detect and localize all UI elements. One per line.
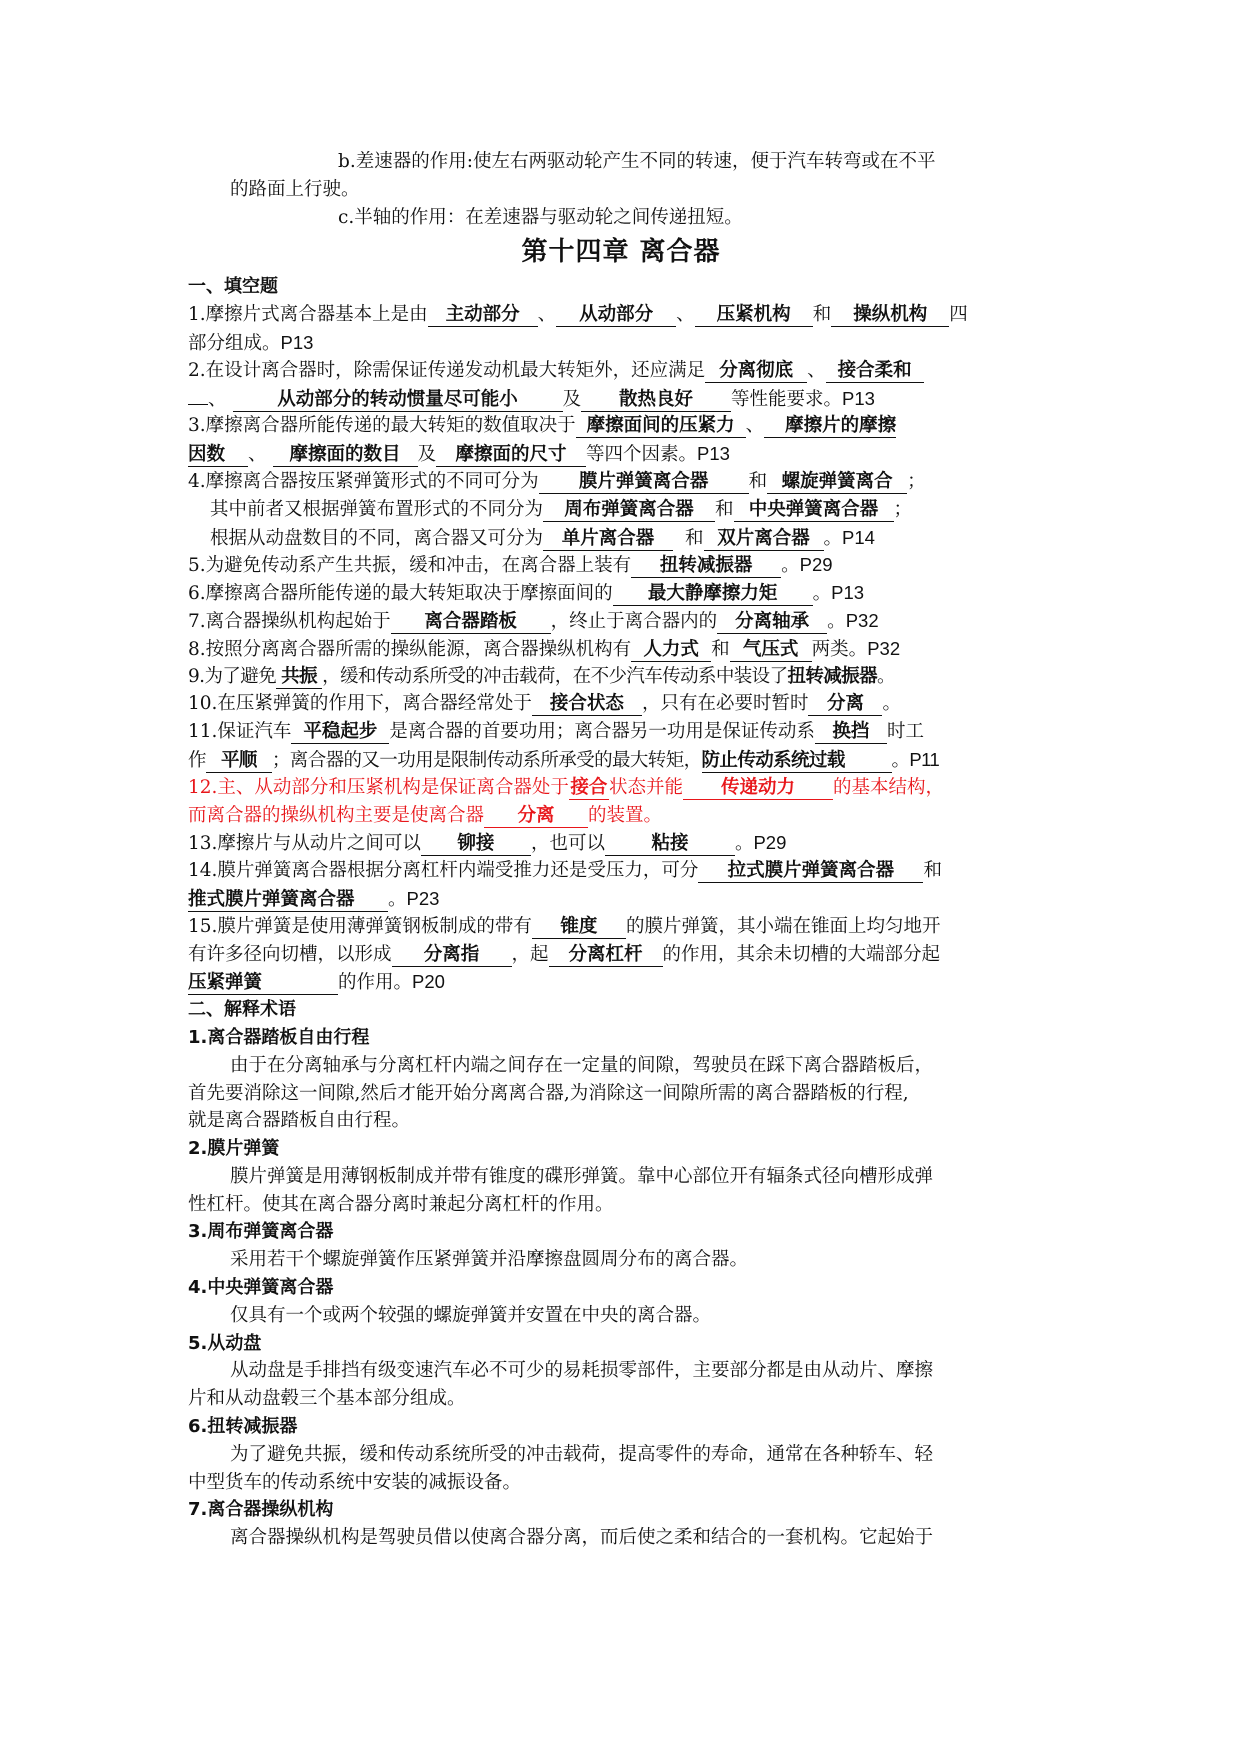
page-ref: P29: [753, 832, 787, 854]
text: 及: [562, 388, 582, 410]
text: b.差速器的作用:使左右两驱动轮产生不同的转速，便于汽车转弯或在不平: [338, 151, 936, 172]
answer-blank: 因数: [188, 444, 248, 467]
answer-blank: [188, 404, 208, 405]
answer-blank: 压紧弹簧: [188, 972, 338, 995]
page-ref: P32: [845, 609, 879, 631]
question-4: [188, 468, 1054, 496]
term-definition-line: 就是离合器踏板自由行程。: [188, 1110, 411, 1132]
text: 9.为了避免: [188, 665, 277, 687]
text: 、: [537, 304, 557, 326]
page-ref: P13: [842, 387, 875, 409]
answer-blank: 防止传动系统过载: [702, 750, 892, 773]
answer-blank: 分离: [484, 805, 588, 828]
question-15: [188, 913, 1054, 941]
text: 两类。: [811, 638, 868, 660]
question-1-cont: [188, 329, 1054, 357]
answer-blank: 拉式膜片弹簧离合器: [698, 860, 923, 883]
text: 的基本结构，: [832, 776, 944, 798]
term-definition-line: 为了避免共振，缓和传动系统所受的冲击载荷，提高零件的寿命，通常在各种轿车、轻: [230, 1443, 934, 1465]
text: 和: [685, 527, 704, 549]
text: 15.膜片弹簧是使用薄弹簧钢板制成的带有: [188, 915, 532, 937]
text: 12.主、从动部分和压紧机构是保证离合器处于: [188, 776, 569, 798]
text: 、: [745, 415, 765, 437]
question-4-cont: [188, 496, 1054, 524]
text: ，也可以: [530, 833, 605, 855]
question-7: [188, 607, 1054, 635]
text: 2.在设计离合器时，除需保证传递发动机最大转矩外，还应满足: [188, 359, 706, 381]
question-11: [188, 718, 1054, 746]
text: ，缓和传动系所受的冲击载荷，在不少汽车传动系中装设了: [322, 665, 788, 687]
question-12-cont: [188, 802, 1054, 830]
question-5: [188, 551, 1054, 579]
page-ref: P13: [831, 582, 865, 604]
section-title: 一、填空题: [188, 276, 278, 298]
term-definition-line: 性杠杆。使其在离合器分离时兼起分离杠杆的作用。: [188, 1193, 614, 1215]
text: 的路面上行驶。: [230, 178, 360, 200]
page-ref: P23: [406, 887, 440, 909]
terms-list: [188, 1024, 1054, 1552]
question-3: [188, 412, 1054, 440]
section-title: 二、解释术语: [188, 999, 296, 1021]
paragraph: [188, 204, 1054, 232]
text: ，只有在必要时暂时: [641, 693, 809, 715]
term-definition-line: 膜片弹簧是用薄钢板制成并带有锥度的碟形弹簧。靠中心部位开有辐条式径向槽形成弹: [230, 1165, 934, 1187]
answer-blank: 分离: [808, 693, 882, 716]
page-ref: P20: [412, 971, 445, 993]
answer-blank: 分离杠杆: [549, 944, 663, 967]
text: c.半轴的作用：在差速器与驱动轮之间传递扭短。: [338, 206, 743, 228]
answer-blank: 分离彻底: [705, 360, 807, 383]
text: ，起: [511, 943, 549, 965]
text: 的作用，其余未切槽的大端部分起: [662, 943, 941, 965]
answer-blank: 双片离合器: [704, 528, 824, 551]
answer-blank: 分离指: [392, 944, 512, 967]
text: 。: [827, 610, 846, 632]
text: 。: [734, 833, 754, 855]
answer-blank: 分离轴承: [717, 611, 827, 634]
text: 状态并能: [608, 776, 683, 798]
answer-blank: 粘接: [605, 833, 735, 856]
answer-blank: 换挡: [815, 721, 887, 744]
term-title: 4.中央弹簧离合器: [188, 1277, 334, 1299]
term-title: 7.离合器操纵机构: [188, 1499, 334, 1521]
answer-blank: 膜片弹簧离合器: [539, 471, 749, 494]
text: ；离合器的又一功用是限制传动系所承受的最大转矩，: [271, 749, 702, 771]
question-11-cont: [188, 746, 1054, 774]
answer-blank: 摩擦面间的压紧力: [576, 415, 746, 438]
answer-blank: 传递动力: [683, 777, 833, 800]
question-4-cont2: [188, 524, 1054, 552]
text: 、: [676, 304, 695, 326]
question-1: [188, 301, 1054, 329]
text: 的膜片弹簧，其小端在锥面上均匀地开: [625, 915, 941, 937]
paragraph: [188, 176, 1054, 204]
text: 1.摩擦片式离合器基本上是由: [188, 304, 428, 326]
text: 是离合器的首要功用；离合器另一功用是保证传动系: [389, 721, 815, 743]
text: 时工: [886, 721, 924, 743]
question-15-cont2: [188, 968, 1054, 996]
text: 等性能要求。: [731, 388, 843, 410]
text: 等四个因素。: [586, 444, 698, 466]
text: 。: [781, 555, 800, 577]
answer-blank: 单片离合器: [543, 528, 673, 551]
text: 及: [417, 444, 437, 466]
answer-blank: 共振: [276, 666, 322, 689]
term-title: 1.离合器踏板自由行程: [188, 1026, 370, 1048]
term-title: 2.膜片弹簧: [188, 1138, 280, 1160]
question-13: [188, 829, 1054, 857]
answer-blank: 从动部分: [556, 304, 676, 327]
term-title: 3.周布弹簧离合器: [188, 1221, 334, 1243]
answer-blank: 气压式: [730, 639, 812, 662]
question-12: [188, 774, 1054, 802]
term-title: 6.扭转减振器: [188, 1416, 298, 1438]
text: 7.离合器操纵机构起始于: [188, 610, 391, 632]
text: 5.为避免传动系产生共振，缓和冲击，在离合器上装有: [188, 555, 632, 577]
text: 和: [711, 638, 730, 660]
answer-blank: 平顺: [206, 750, 272, 773]
text: 和: [923, 860, 942, 882]
text: 。: [891, 749, 910, 771]
text: 而离合器的操纵机构主要是使离合器: [188, 804, 485, 826]
answer-blank: 摩擦片的摩擦: [764, 415, 896, 438]
text: 作: [188, 749, 206, 771]
question-8: [188, 635, 1054, 663]
question-6: [188, 579, 1054, 607]
text: 部分组成。: [188, 332, 281, 354]
term-definition-line: 首先要消除这一间隙,然后才能开始分离离合器,为消除这一间隙所需的离合器踏板的行程,: [188, 1082, 909, 1104]
page-ref: P13: [280, 331, 314, 353]
answer-blank: 最大静摩擦力矩: [613, 583, 813, 606]
text: 的作用。: [338, 972, 413, 994]
text: 、: [807, 359, 826, 381]
page-ref: P13: [697, 443, 730, 465]
answer-text: 扭转减振器: [787, 665, 877, 687]
text: 、: [248, 444, 267, 466]
text: 和: [715, 498, 734, 520]
question-10: [188, 690, 1054, 718]
term-definition-line: 中型货车的传动系统中安装的减振设备。: [188, 1471, 522, 1493]
text: 四: [949, 304, 968, 326]
answer-blank: 摩擦面的尺寸: [436, 444, 586, 467]
page-ref: P11: [909, 748, 940, 770]
question-9: [188, 663, 1054, 691]
answer-blank: 离合器踏板: [391, 611, 551, 634]
document-page: [188, 148, 1054, 1552]
text: 。: [876, 665, 895, 687]
answer-blank: 周布弹簧离合器: [543, 499, 715, 522]
page-ref: P14: [842, 526, 875, 548]
text: ；: [893, 498, 913, 520]
text: 的装置。: [588, 804, 663, 826]
text: 6.摩擦离合器所能传递的最大转矩取决于摩擦面间的: [188, 583, 613, 605]
chapter-title: 第十四章 离合器: [521, 237, 721, 268]
paragraph: [188, 148, 1054, 176]
question-2: [188, 357, 1054, 385]
answer-blank: 主动部分: [428, 304, 538, 327]
answer-blank: 接合柔和: [826, 360, 924, 383]
text: 14.膜片弹簧离合器根据分离杠杆内端受推力还是受压力，可分: [188, 860, 699, 882]
answer-blank: 锥度: [532, 916, 626, 939]
page-ref: P32: [867, 637, 901, 659]
term-definition-line: 离合器操纵机构是驾驶员借以使离合器分离，而后使之柔和结合的一套机构。它起始于: [230, 1527, 934, 1549]
text: 10.在压紧弹簧的作用下，离合器经常处于: [188, 693, 532, 715]
term-title: 5.从动盘: [188, 1332, 262, 1354]
text: 3.摩擦离合器所能传递的最大转矩的数值取决于: [188, 415, 576, 437]
text: ；: [907, 470, 926, 492]
answer-blank: 从动部分的转动惯量尽可能小: [233, 389, 563, 412]
page-ref: P29: [799, 554, 833, 576]
question-14: [188, 857, 1054, 885]
text: 13.摩擦片与从动片之间可以: [188, 833, 421, 855]
answer-blank: 中央弹簧离合器: [734, 499, 894, 522]
answer-blank: 推式膜片弹簧离合器: [188, 889, 388, 912]
question-14-cont: [188, 885, 1054, 913]
text: 。: [812, 583, 832, 605]
answer-blank: 铆接: [421, 833, 531, 856]
text: 11.保证汽车: [188, 721, 292, 743]
question-2-cont: [188, 385, 1054, 413]
text: 有许多径向切槽，以形成: [188, 943, 392, 965]
text: 。: [882, 693, 901, 715]
answer-blank: 接合: [570, 776, 608, 798]
term-definition-line: 仅具有一个或两个较强的螺旋弹簧并安置在中央的离合器。: [230, 1304, 712, 1326]
answer-blank: 接合状态: [532, 693, 642, 716]
answer-blank: 散热良好: [581, 389, 731, 412]
question-15-cont: [188, 941, 1054, 969]
answer-blank: 压紧机构: [695, 304, 813, 327]
text: 其中前者又根据弹簧布置形式的不同分为: [210, 498, 544, 520]
text: 根据从动盘数目的不同，离合器又可分为: [210, 527, 544, 549]
term-definition-line: 采用若干个螺旋弹簧作压紧弹簧并沿摩擦盘圆周分布的离合器。: [230, 1249, 749, 1271]
text: 4.摩擦离合器按压紧弹簧形式的不同可分为: [188, 470, 539, 492]
text: 。: [823, 527, 843, 549]
text: 。: [388, 888, 407, 910]
text: 和: [748, 470, 768, 492]
term-definition-line: 从动盘是手排挡有级变速汽车必不可少的易耗损零部件，主要部分都是由从动片、摩擦: [230, 1360, 934, 1382]
answer-blank: 操纵机构: [831, 304, 949, 327]
term-definition-line: 片和从动盘毂三个基本部分组成。: [188, 1388, 466, 1410]
term-definition-line: 由于在分离轴承与分离杠杆内端之间存在一定量的间隙，驾驶员在踩下离合器踏板后，: [230, 1054, 934, 1076]
answer-blank: 扭转减振器: [631, 555, 781, 578]
answer-blank: 摩擦面的数目: [273, 444, 418, 467]
text: 、: [208, 388, 227, 410]
answer-blank: 人力式: [631, 639, 711, 662]
question-3-cont: [188, 440, 1054, 468]
answer-blank: 平稳起步: [291, 721, 389, 744]
answer-blank: 螺旋弹簧离合: [767, 471, 907, 494]
text: 8.按照分离离合器所需的操纵能源，离合器操纵机构有: [188, 638, 632, 660]
text: 和: [812, 304, 832, 326]
text: ，终止于离合器内的: [550, 610, 718, 632]
